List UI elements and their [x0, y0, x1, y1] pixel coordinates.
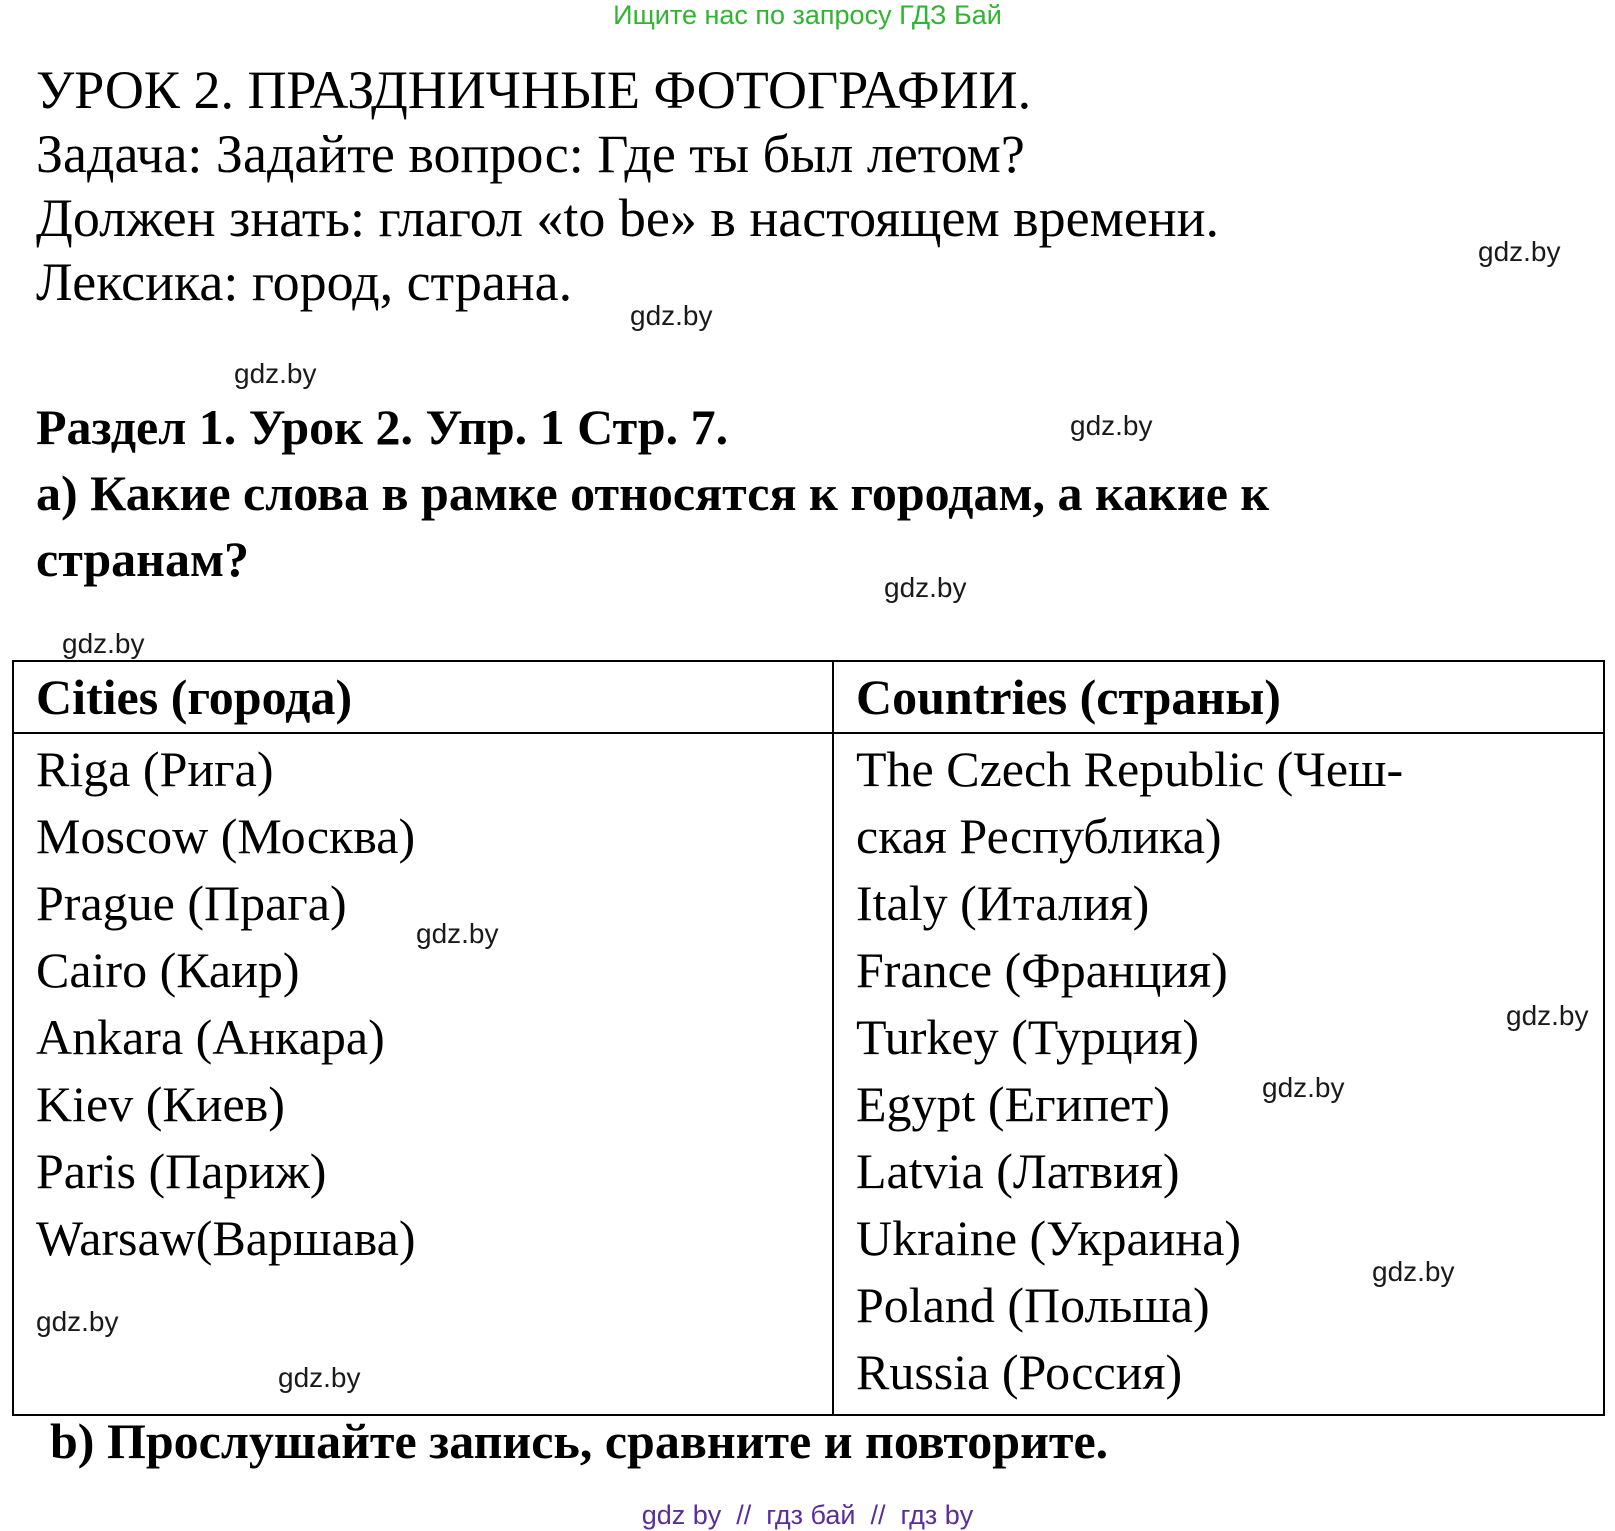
list-item: Kiev (Киев)	[36, 1076, 285, 1132]
list-item: Moscow (Москва)	[36, 808, 416, 864]
question-a-line2: странам?	[36, 531, 250, 587]
lesson-must-know: Должен знать: глагол «to be» в настоящем времени.	[36, 188, 1220, 248]
list-item: Latvia (Латвия)	[856, 1143, 1180, 1199]
exercise-heading: Раздел 1. Урок 2. Упр. 1 Стр. 7.	[36, 399, 729, 455]
list-item: France (Франция)	[856, 942, 1228, 998]
table-header-row	[13, 661, 1604, 733]
watermark: gdz.by	[1506, 1000, 1589, 1031]
lesson-task: Задача: Задайте вопрос: Где ты был летом?	[36, 124, 1025, 184]
list-item: Cairo (Каир)	[36, 942, 300, 998]
header-cities: Cities (города)	[13, 661, 833, 733]
list-item: Egypt (Египет)	[856, 1076, 1170, 1132]
search-banner: Ищите нас по запросу ГДЗ Бай	[613, 0, 1002, 30]
list-item: Italy (Италия)	[856, 875, 1150, 931]
list-item: Russia (Россия)	[856, 1344, 1183, 1400]
watermark: gdz.by	[630, 300, 713, 331]
list-item: Ukraine (Украина)	[856, 1210, 1242, 1266]
footer-links: gdz by // гдз бай // гдз by	[641, 1500, 974, 1530]
list-item: Turkey (Турция)	[856, 1009, 1199, 1065]
lesson-lexicon: Лексика: город, страна.	[36, 252, 573, 312]
list-item: The Czech Republic (Чеш-	[856, 741, 1404, 797]
watermark: gdz.by	[1372, 1256, 1455, 1287]
list-item: Ankara (Анкара)	[36, 1009, 385, 1065]
list-item: Prague (Прага)	[36, 875, 347, 931]
watermark: gdz.by	[884, 572, 967, 603]
countries-cell	[833, 733, 1604, 1415]
table-row	[13, 733, 1604, 1415]
cities-cell	[13, 733, 833, 1415]
list-item: Riga (Рига)	[36, 741, 274, 797]
header-countries: Countries (страны)	[833, 661, 1604, 733]
list-item: Poland (Польша)	[856, 1277, 1210, 1333]
question-a-line1: а) Какие слова в рамке относятся к городам, а какие к	[36, 465, 1270, 521]
watermark: gdz.by	[1262, 1072, 1345, 1103]
watermark: gdz.by	[1478, 236, 1561, 267]
watermark: gdz.by	[36, 1306, 119, 1337]
cities-countries-table	[12, 660, 1605, 1416]
lesson-title: УРОК 2. ПРАЗДНИЧНЫЕ ФОТОГРАФИИ.	[36, 60, 1032, 120]
list-item: Warsaw(Варшава)	[36, 1210, 416, 1266]
list-item: ская Республика)	[856, 808, 1222, 864]
watermark: gdz.by	[234, 358, 317, 389]
watermark: gdz.by	[416, 918, 499, 949]
list-item: Paris (Париж)	[36, 1143, 327, 1199]
watermark: gdz.by	[1070, 410, 1153, 441]
watermark: gdz.by	[278, 1362, 361, 1393]
question-b: b) Прослушайте запись, сравните и повторите.	[50, 1413, 1109, 1469]
watermark: gdz.by	[62, 628, 145, 659]
